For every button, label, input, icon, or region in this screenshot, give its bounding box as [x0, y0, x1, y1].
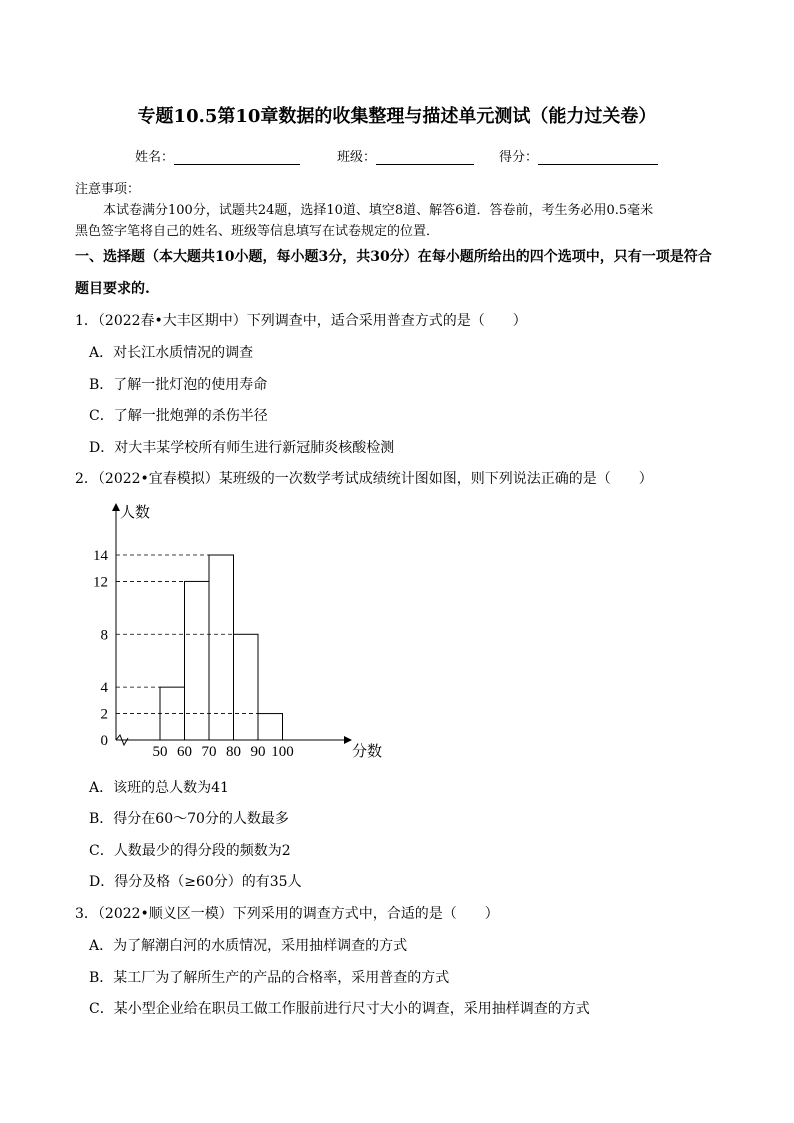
x-tick-label: 100 — [271, 744, 294, 760]
y-tick-label: 2 — [100, 706, 108, 723]
page-title: 专题10.5第10章数据的收集整理与描述单元测试（能力过关卷） — [137, 106, 657, 127]
section-heading-line-1: 一、选择题（本大题共10小题，每小题3分，共30分）在每小题所给出的四个选项中，只有一项是符合 — [75, 249, 712, 265]
question-2-option-a: A．该班的总人数为41 — [89, 780, 229, 796]
question-3-stem: 3．（2022•顺义区一模）下列采用的调查方式中，合适的是（ ） — [75, 906, 499, 922]
x-axis-label: 分数 — [352, 744, 383, 760]
class-label: 班级： — [337, 150, 377, 165]
y-axis-label: 人数 — [120, 505, 151, 521]
question-2-stem: 2．（2022•宜春模拟）某班级的一次数学考试成绩统计图如图，则下列说法正确的是（ ） — [75, 471, 653, 487]
name-label: 姓名： — [135, 150, 175, 165]
question-1-option-d: D．对大丰某学校所有师生进行新冠肺炎核酸检测 — [89, 440, 395, 456]
y-tick-label: 14 — [93, 548, 108, 564]
section-heading-line-2: 题目要求的. — [75, 281, 150, 297]
question-3-option-a: A．为了解潮白河的水质情况，采用抽样调查的方式 — [89, 938, 408, 954]
histogram-bar — [234, 634, 259, 740]
y-tick-label: 12 — [93, 574, 108, 591]
question-3-option-b: B．某工厂为了解所生产的产品的合格率，采用普查的方式 — [89, 970, 450, 986]
histogram-bar — [258, 714, 283, 740]
question-2-option-b: B．得分在60～70分的人数最多 — [89, 811, 289, 827]
question-2-option-d: D．得分及格（≥60分）的有35人 — [89, 874, 302, 890]
y-tick-label: 0 — [100, 733, 108, 749]
question-1-option-a: A．对长江水质情况的调查 — [89, 345, 254, 361]
notes-line-2: 黑色签字笔将自己的姓名、班级等信息填写在试卷规定的位置． — [75, 224, 440, 239]
y-tick-label: 4 — [100, 680, 108, 697]
x-tick-label: 70 — [201, 744, 217, 760]
question-2-option-c: C．人数最少的得分段的频数为2 — [89, 843, 291, 859]
x-tick-label: 90 — [250, 744, 266, 760]
question-1-option-b: B．了解一批灯泡的使用寿命 — [89, 377, 268, 393]
y-tick-label: 8 — [100, 627, 108, 644]
question-1-option-c: C．了解一批炮弹的杀伤半径 — [89, 408, 268, 424]
x-tick-label: 50 — [152, 744, 168, 760]
question-1-stem: 1．（2022春•大丰区期中）下列调查中，适合采用普查方式的是（ ） — [75, 313, 527, 329]
score-label: 得分： — [499, 150, 539, 165]
notes-heading: 注意事项： — [75, 182, 141, 197]
question-3-option-c: C．某小型企业给在职员工做工作服前进行尺寸大小的调查，采用抽样调查的方式 — [89, 1001, 590, 1017]
histogram-bar — [209, 555, 234, 740]
histogram-bar — [185, 581, 210, 740]
x-tick-label: 80 — [226, 744, 241, 760]
notes-line-1: 本试卷满分100分，试题共24题，选择10道、填空8道、解答6道．答卷前，考生务必用0.5毫米 — [103, 203, 654, 218]
x-tick-label: 60 — [177, 744, 192, 760]
